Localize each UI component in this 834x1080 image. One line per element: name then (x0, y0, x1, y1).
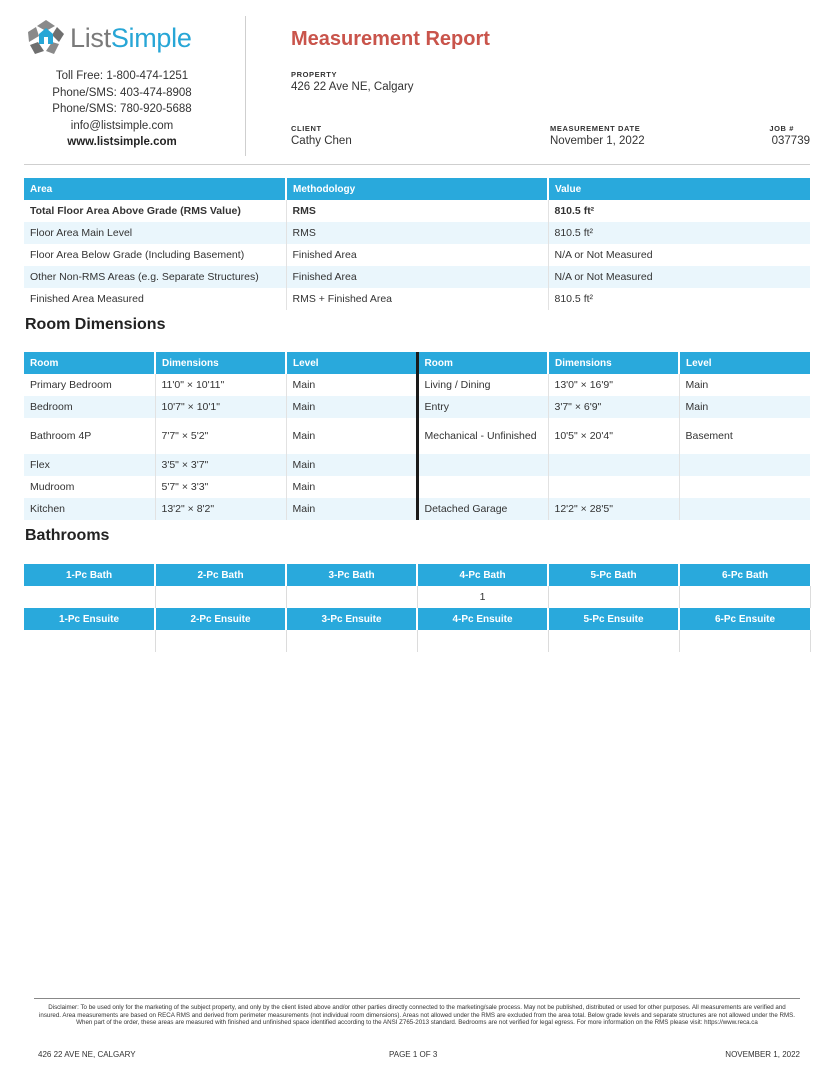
room-name: Bedroom (24, 396, 155, 418)
column-header: Level (286, 352, 417, 374)
room-name: Detached Garage (417, 498, 548, 520)
column-header: 3-Pc Bath (286, 564, 417, 586)
room-dimensions-title: Room Dimensions (25, 316, 166, 333)
bath-count (24, 586, 155, 608)
job-number-value: 037739 (771, 135, 810, 147)
brand-block (24, 14, 244, 160)
column-header: 5-Pc Bath (548, 564, 679, 586)
room-dimensions: 13'0" × 16'9" (548, 374, 679, 396)
ensuite-count-row (24, 630, 810, 652)
room-level: Main (685, 379, 709, 391)
table-cell: RMS (286, 222, 548, 244)
room-name: Mudroom (24, 476, 155, 498)
website-link[interactable]: www.listsimple.com (67, 136, 177, 149)
bathrooms-table (24, 564, 811, 652)
room-dimensions: 13'2" × 8'2" (155, 498, 286, 520)
table-cell: N/A or Not Measured (554, 249, 653, 261)
measurement-date-label: MEASUREMENT DATE (550, 124, 641, 133)
column-header: Level (679, 352, 810, 374)
column-header: 6-Pc Ensuite (679, 608, 810, 630)
table-row (24, 266, 810, 288)
bath-count (286, 586, 417, 608)
report-header (24, 14, 810, 160)
room-name: Flex (24, 454, 155, 476)
room-dimensions: 5'7" × 3'3" (155, 476, 286, 498)
table-cell: 810.5 ft² (548, 222, 810, 244)
table-row (24, 396, 810, 418)
logo-text-simple: Simple (110, 22, 192, 53)
bath-count (155, 586, 286, 608)
area-table (24, 178, 810, 310)
toll-free-phone[interactable]: Toll Free: 1-800-474-1251 (55, 70, 189, 82)
column-header: Methodology (286, 178, 548, 200)
table-cell: N/A or Not Measured (548, 266, 810, 288)
room-level: Main (679, 396, 810, 418)
room-level (679, 454, 810, 476)
room-level (679, 498, 810, 520)
listsimple-logo[interactable] (26, 18, 192, 58)
table-cell: RMS + Finished Area (286, 288, 548, 310)
room-name: Primary Bedroom (24, 374, 155, 396)
ensuite-count (548, 630, 679, 652)
ensuite-count (679, 630, 810, 652)
email-link[interactable]: info@listsimple.com (70, 119, 174, 132)
bath-header-row (24, 564, 810, 586)
room-dimensions: 3'7" × 6'9" (548, 396, 679, 418)
logo-text-list: List (70, 22, 111, 53)
table-row (24, 222, 810, 244)
table-row (24, 244, 810, 266)
column-header: 4-Pc Ensuite (417, 608, 548, 630)
room-level: Main (286, 476, 417, 498)
bath-count-row (24, 586, 810, 608)
phone-sms-2[interactable]: Phone/SMS: 780-920-5688 (52, 103, 192, 116)
table-cell: Total Floor Area Above Grade (RMS Value) (24, 200, 286, 222)
room-name: Mechanical - Unfinished (417, 418, 548, 454)
phone-sms-1[interactable]: Phone/SMS: 403-474-8908 (52, 86, 192, 99)
room-name: Kitchen (24, 498, 155, 520)
footer-address: 426 22 AVE NE, CALGARY (38, 1050, 136, 1059)
room-name: Living / Dining (417, 374, 548, 396)
table-row (24, 374, 810, 396)
client-value: Cathy Chen (291, 135, 352, 147)
room-dimensions: 11'0" × 10'11" (155, 374, 286, 396)
disclaimer-text: Disclaimer: To be used only for the marketing of the subject property, and only by the client listed above and/or other parties directly connected to the marketing/sale process. May not be published, distributed or used for other purposes. All measurements are verified and insured. Area measurements are based on RECA RMS and derived from perimeter measurements (not individual room dimensions). Areas not allowed under the RMS are excluded from the area total. Below grade levels and separate structures are not allowed under the RMS. When part of the order, these areas are measured with finished and unfinished space identified according to the ANSI Z765-2013 standard. Bedrooms are not verified for legal egress. For more information on the RMS please visit: https://www.reca.ca (39, 1004, 795, 1027)
bath-count (679, 586, 810, 608)
column-header: Area (24, 178, 286, 200)
column-header: Dimensions (155, 352, 286, 374)
table-row (24, 288, 810, 310)
ensuite-header-row (24, 608, 810, 630)
room-dimensions: 3'5" × 3'7" (155, 454, 286, 476)
room-level: Main (286, 454, 417, 476)
ensuite-count (286, 630, 417, 652)
table-row (24, 418, 810, 454)
header-rule (24, 164, 810, 165)
column-header: 1-Pc Ensuite (24, 608, 155, 630)
room-level: Main (286, 396, 417, 418)
room-level: Basement (685, 429, 733, 442)
table-cell: 810.5 ft² (554, 293, 594, 305)
column-header: 2-Pc Ensuite (155, 608, 286, 630)
room-name (417, 476, 548, 498)
table-cell: Finished Area Measured (24, 288, 286, 310)
bath-count (548, 586, 679, 608)
client-label: CLIENT (291, 124, 322, 133)
column-header: 5-Pc Ensuite (548, 608, 679, 630)
property-label: PROPERTY (291, 70, 338, 79)
room-level: Main (286, 498, 417, 520)
house-logo-icon (26, 18, 66, 58)
table-cell: RMS (286, 200, 548, 222)
bath-count: 1 (417, 586, 548, 608)
area-table-header (24, 178, 810, 200)
table-cell: Other Non-RMS Areas (e.g. Separate Structures) (24, 266, 286, 288)
column-header: Room (417, 352, 548, 374)
room-name: Bathroom 4P (24, 418, 155, 454)
table-cell: Floor Area Main Level (24, 222, 286, 244)
page-number: PAGE 1 OF 3 (389, 1050, 438, 1059)
table-row (24, 454, 810, 476)
ensuite-count (155, 630, 286, 652)
room-dimensions: 10'5" × 20'4" (548, 418, 679, 454)
header-divider (245, 16, 246, 156)
column-header: 6-Pc Bath (679, 564, 810, 586)
room-level: Main (286, 418, 417, 454)
bathrooms-title: Bathrooms (25, 527, 110, 544)
footer-date: NOVEMBER 1, 2022 (725, 1050, 800, 1059)
room-dimensions: 12'2" × 28'5" (548, 498, 679, 520)
column-header: 4-Pc Bath (417, 564, 548, 586)
room-dimensions-table (24, 352, 810, 520)
room-level (679, 476, 810, 498)
room-dimensions (548, 454, 679, 476)
column-header: 1-Pc Bath (24, 564, 155, 586)
report-title: Measurement Report (291, 28, 490, 50)
table-row (24, 498, 810, 520)
room-dimensions: 10'7" × 10'1" (155, 396, 286, 418)
job-number-label: JOB # (769, 124, 794, 133)
room-dimensions (548, 476, 679, 498)
column-header: 3-Pc Ensuite (286, 608, 417, 630)
room-name: Entry (417, 396, 548, 418)
footer-rule (34, 998, 800, 999)
column-header: Value (548, 178, 810, 200)
ensuite-count (24, 630, 155, 652)
table-cell: Finished Area (286, 266, 548, 288)
table-row (24, 200, 810, 222)
column-header: 2-Pc Bath (155, 564, 286, 586)
ensuite-count (417, 630, 548, 652)
table-row (24, 476, 810, 498)
table-cell: Finished Area (286, 244, 548, 266)
room-level: Main (286, 374, 417, 396)
column-header: Room (24, 352, 155, 374)
room-dimensions: 7'7" × 5'2" (155, 418, 286, 454)
column-header: Dimensions (548, 352, 679, 374)
property-value: 426 22 Ave NE, Calgary (291, 81, 414, 93)
measurement-date-value: November 1, 2022 (550, 135, 645, 147)
contact-info (24, 68, 220, 151)
room-name (417, 454, 548, 476)
rooms-table-header (24, 352, 810, 374)
table-cell: 810.5 ft² (554, 205, 595, 217)
table-cell: Floor Area Below Grade (Including Basement) (24, 244, 286, 266)
